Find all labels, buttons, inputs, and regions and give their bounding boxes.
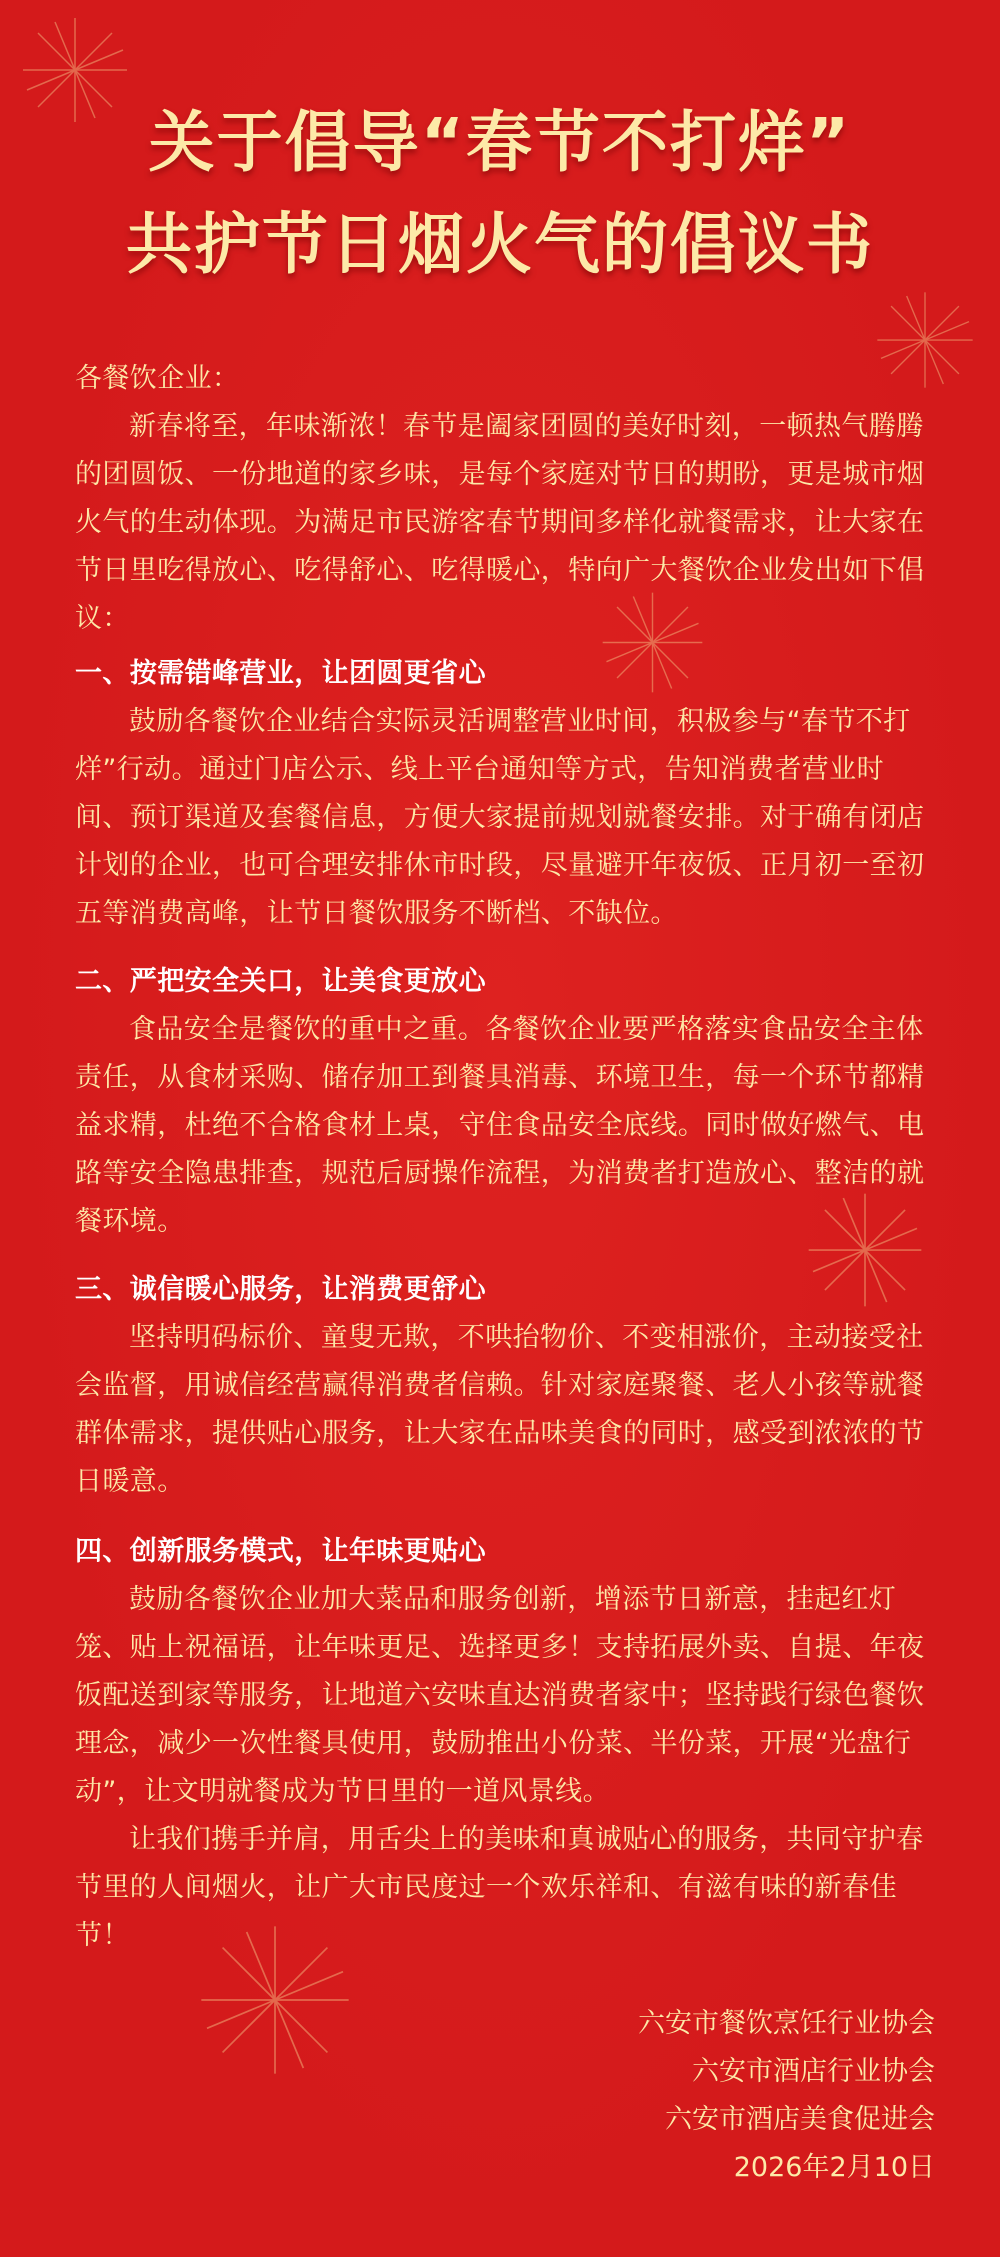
- page-title-line-1: 关于倡导“春节不打烊”: [148, 104, 852, 181]
- salutation: 各餐饮企业：: [75, 363, 240, 394]
- intro-paragraph: 新春将至，年味渐浓！春节是阖家团圆的美好时刻，一顿热气腾腾的团圆饭、一份地道的家乡味，是每个家庭对节日的期盼，更是城市烟火气的生动体现。为满足市民游客春节期间多样化就餐需求，让大家在节日里吃得放心、吃得舒心、吃得暖心，特向广大餐饮企业发出如下倡议：: [75, 411, 925, 634]
- section-3: [75, 1266, 935, 1506]
- section-text: 食品安全是餐饮的重中之重。各餐饮企业要严格落实食品安全主体责任，从食材采购、储存加工到餐具消毒、环境卫生，每一个环节都精益求精，杜绝不合格食材上桌，守住食品安全底线。同时做好燃气、电路等安全隐患排查，规范后厨操作流程，为消费者打造放心、整洁的就餐环境。: [75, 1014, 925, 1237]
- section-4: [75, 1528, 935, 1960]
- section-heading: 一、按需错峰营业，让团圆更省心: [75, 658, 486, 689]
- section-2: [75, 958, 935, 1246]
- signature-date: 2026年2月10日: [733, 2152, 935, 2183]
- section-text: 坚持明码标价、童叟无欺，不哄抬物价、不变相涨价，主动接受社会监督，用诚信经营赢得消费者信赖。针对家庭聚餐、老人小孩等就餐群体需求，提供贴心服务，让大家在品味美食的同时，感受到浓浓的节日暖意。: [75, 1322, 925, 1497]
- section-text: 鼓励各餐饮企业结合实际灵活调整营业时间，积极参与“春节不打烊”行动。通过门店公示、线上平台通知等方式，告知消费者营业时间、预订渠道及套餐信息，方便大家提前规划就餐安排。对于确有闭店计划的企业，也可合理安排休市时段，尽量避开年夜饭、正月初一至初五等消费高峰，让节日餐饮服务不断档、不缺位。: [75, 706, 925, 929]
- signature-org: 六安市餐饮烹饪行业协会: [638, 2008, 935, 2039]
- section-1: [75, 650, 935, 938]
- signature-org: 六安市酒店行业协会: [692, 2056, 935, 2087]
- section-text: 鼓励各餐饮企业加大菜品和服务创新，增添节日新意，挂起红灯笼、贴上祝福语，让年味更足、选择更多！支持拓展外卖、自提、年夜饭配送到家等服务，让地道六安味直达消费者家中；坚持践行绿色餐饮理念，减少一次性餐具使用，鼓励推出小份菜、半份菜，开展“光盘行动”，让文明就餐成为节日里的一道风景线。: [75, 1584, 925, 1807]
- section-heading: 二、严把安全关口，让美食更放心: [75, 966, 486, 997]
- signature-org: 六安市酒店美食促进会: [665, 2104, 935, 2135]
- closing-paragraph: 让我们携手并肩，用舌尖上的美味和真诚贴心的服务，共同守护春节里的人间烟火，让广大市民度过一个欢乐祥和、有滋有味的新春佳节！: [75, 1824, 924, 1951]
- letter-body: [75, 355, 935, 643]
- section-heading: 四、创新服务模式，让年味更贴心: [75, 1536, 486, 1567]
- signature-block: [638, 2000, 935, 2192]
- section-heading: 三、诚信暖心服务，让消费更舒心: [75, 1274, 486, 1305]
- page-title-line-2: 共护节日烟火气的倡议书: [126, 206, 874, 283]
